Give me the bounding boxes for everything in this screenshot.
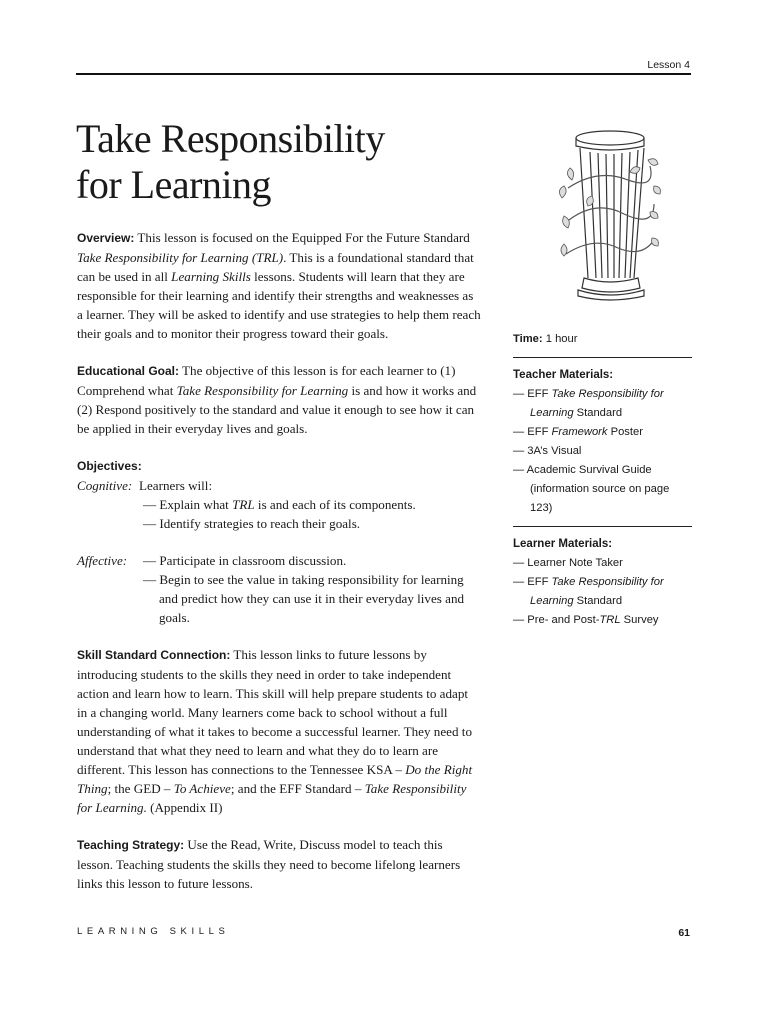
learner-material-text: Survey [620,614,659,626]
educational-goal-text: The objective of this lesson is for each learner to (1) Comprehend what [77,363,456,398]
learner-material-item [513,611,692,630]
teacher-material-item [513,423,692,442]
learner-material-text: — Pre- and Post- [513,614,600,626]
footer-section-label: LEARNING SKILLS [77,926,230,937]
skill-standard-text: ; and the EFF Standard – [230,781,365,796]
cognitive-item-text: is and each of its components. [254,497,416,512]
learner-material-text: Standard [573,595,623,607]
teacher-material-text: — EFF [513,426,552,438]
teaching-strategy-text: Use the Read, Write, Discuss model to teach this lesson. Teaching students the skills they need to become lifelong learners links this lesson to future lessons. [77,837,461,891]
sidebar [513,330,692,630]
teaching-strategy-label: Teaching Strategy: [77,838,185,852]
teacher-material-item [513,385,692,423]
learner-material-italic: TRL [599,614,621,626]
time-value: 1 hour [542,333,578,345]
teacher-material-text: — EFF [513,388,552,400]
skill-standard-text: This lesson links to future lessons by introducing students to the skills they need in order to take independent action and learn how to learn. This skill will help prepare students to adapt in a changing world. Many learners come back to school without a full understanding of what it takes to become a successful learner. They need to understand that what they need to learn and what they do to learn are different. This lesson has connections to the Tennessee KSA – [77,647,472,777]
learner-material-italic: Take Responsibility for Learning [530,576,664,607]
affective-item: — Participate in classroom discussion. [143,553,347,568]
header-rule [76,73,691,75]
cognitive-item-text: — Explain what [143,497,233,512]
objectives-heading [77,456,481,476]
teacher-materials-heading: Teacher Materials: [513,369,614,381]
cognitive-label: Cognitive: [77,478,133,493]
learner-material-item [513,573,692,611]
skill-standard-paragraph [77,645,481,817]
teacher-material-item: — 3A’s Visual [513,445,582,457]
cognitive-objectives [77,476,481,533]
overview-text: lessons. Students will learn that they are responsible for their learning and identify their strengths and weaknesses as a learner. They will be asked to identify and use strategies to help them reach their goals and to monitor their progress toward their goals. [77,269,481,341]
affective-objectives [77,551,481,627]
overview-text: This lesson is focused on the Equipped For the Future Standard [134,230,470,245]
teaching-strategy-paragraph [77,835,481,893]
overview-text: . This is a foundational standard that can be used in all [77,250,474,284]
skill-standard-italic: Do the Right Thing [77,762,473,796]
teacher-material-italic: Take Responsibility for Learning [530,388,664,419]
educational-goal-label: Educational Goal: [77,364,180,378]
overview-italic: Learning Skills [171,269,251,284]
overview-paragraph [77,228,481,343]
skill-standard-italic: To Achieve [173,781,231,796]
title-line-2: for Learning [76,162,272,207]
time-row [513,330,692,349]
teacher-material-text: Standard [573,407,623,419]
skill-standard-text: (Appendix II) [146,800,223,815]
teacher-material-text: Poster [607,426,643,438]
cognitive-item: — Identify strategies to reach their goals. [143,516,361,531]
column-with-vine-icon [558,128,662,303]
overview-italic: Take Responsibility for Learning (TRL) [77,250,284,265]
educational-goal-italic: Take Responsibility for Learning [176,383,349,398]
cognitive-item [139,495,481,514]
affective-label: Affective: [77,553,128,568]
main-column [77,228,481,893]
lesson-label: Lesson 4 [647,59,690,71]
learner-materials-heading: Learner Materials: [513,538,613,550]
page-title [76,116,385,208]
sidebar-divider [513,526,692,527]
skill-standard-text: ; the GED – [107,781,174,796]
educational-goal-paragraph [77,361,481,438]
sidebar-divider [513,357,692,358]
objectives-label: Objectives: [77,459,142,473]
educational-goal-text: is and how it works and (2) Respond positively to the standard and value it enough to see how it can be applied in their everyday lives and goals. [77,383,477,436]
title-line-1: Take Responsibility [76,116,385,161]
cognitive-item-italic: TRL [232,497,255,512]
learner-material-text: — EFF [513,576,552,588]
teacher-material-item: — Academic Survival Guide (information source on page 123) [513,464,670,514]
skill-standard-label: Skill Standard Connection: [77,648,231,662]
learner-material-item: — Learner Note Taker [513,557,623,569]
cognitive-intro: Learners will: [139,478,213,493]
teacher-material-italic: Framework [551,426,608,438]
time-label: Time: [513,333,543,345]
skill-standard-italic: Take Responsibility for Learning. [77,781,467,815]
overview-label: Overview: [77,231,135,245]
page-number: 61 [678,927,690,939]
affective-item: — Begin to see the value in taking responsibility for learning and predict how they can use it in their everyday lives and goals. [143,572,465,625]
